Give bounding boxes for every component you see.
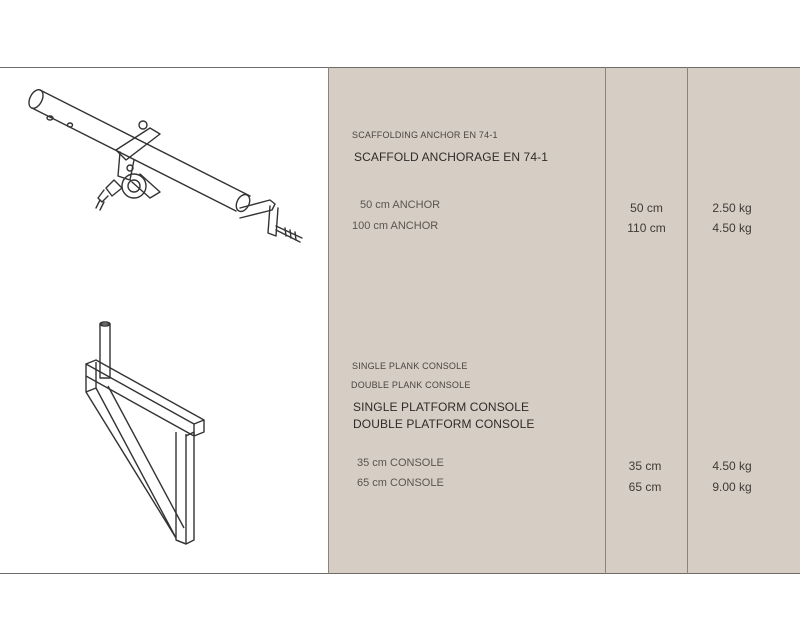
- size-cell: [606, 292, 687, 573]
- table-bottom-border: [0, 573, 800, 574]
- product-subtitle: SINGLE PLANK CONSOLE: [352, 361, 468, 371]
- product-title: SINGLE PLATFORM CONSOLE: [353, 400, 530, 414]
- plank-console-icon: [0, 292, 328, 573]
- scaffold-anchor-icon: [0, 68, 328, 292]
- variant-item: 35 cm CONSOLE: [357, 457, 444, 469]
- variant-item: 50 cm ANCHOR: [360, 199, 441, 211]
- size-value: 35 cm: [628, 459, 662, 473]
- product-subtitle: SCAFFOLDING ANCHOR EN 74-1: [352, 130, 498, 140]
- product-image-cell: [0, 292, 328, 573]
- weight-value: 4.50 kg: [712, 221, 752, 235]
- description-cell: [329, 68, 605, 292]
- size-value: 65 cm: [628, 480, 662, 494]
- size-value: 50 cm: [630, 201, 663, 215]
- weight-value: 9.00 kg: [712, 480, 752, 494]
- product-image-cell: [0, 68, 328, 292]
- table-row-console: [0, 292, 800, 573]
- column-divider: [328, 67, 329, 574]
- variant-item: 100 cm ANCHOR: [352, 220, 439, 232]
- size-cell: [606, 68, 687, 292]
- weight-cell: [688, 68, 800, 292]
- product-title: DOUBLE PLATFORM CONSOLE: [353, 417, 535, 431]
- column-divider: [687, 67, 688, 574]
- weight-value: 4.50 kg: [712, 459, 752, 473]
- product-subtitle: DOUBLE PLANK CONSOLE: [351, 380, 471, 390]
- description-cell: [329, 292, 605, 573]
- variant-item: 65 cm CONSOLE: [357, 477, 444, 489]
- weight-value: 2.50 kg: [712, 201, 752, 215]
- product-title: SCAFFOLD ANCHORAGE EN 74-1: [354, 150, 548, 164]
- weight-cell: [688, 292, 800, 573]
- size-value: 110 cm: [627, 221, 666, 235]
- table-row-anchor: [0, 68, 800, 292]
- column-divider: [605, 67, 606, 574]
